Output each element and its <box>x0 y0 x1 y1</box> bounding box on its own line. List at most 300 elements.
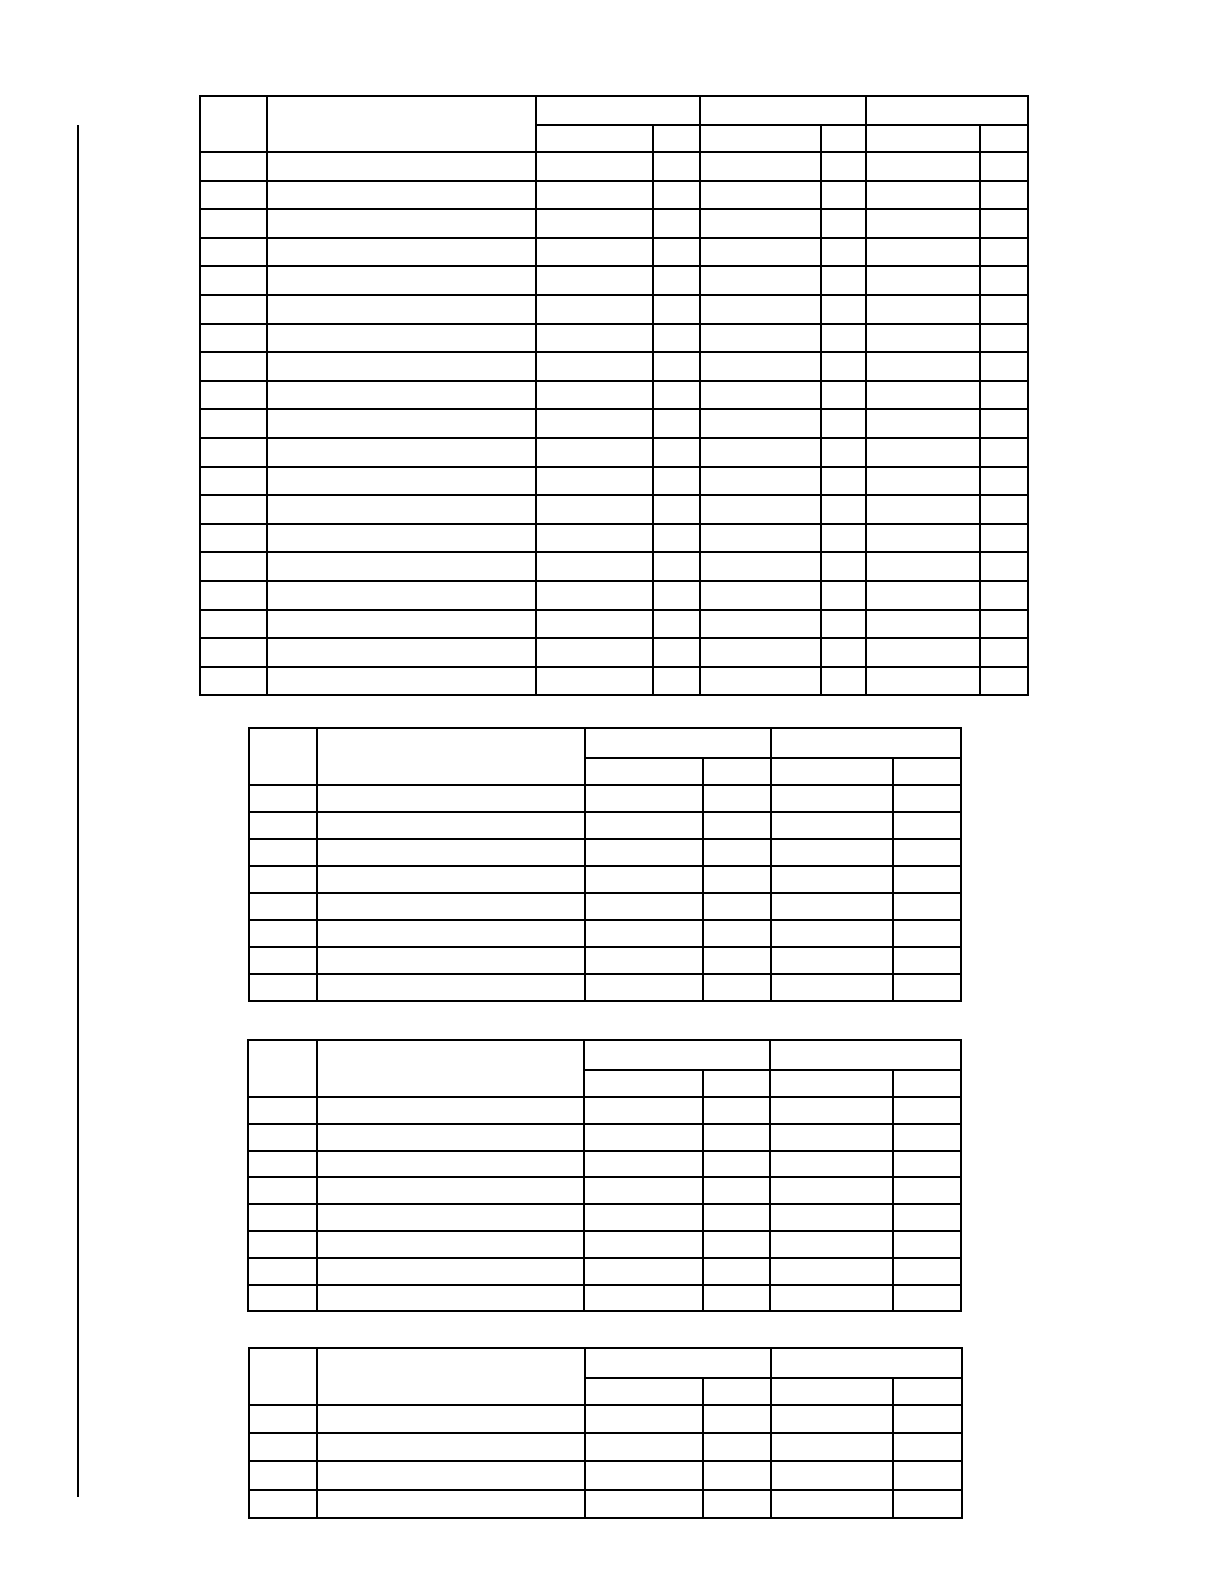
row-number-cell[interactable] <box>248 1177 317 1204</box>
row-amount-cell[interactable] <box>700 324 821 353</box>
row-number-cell[interactable] <box>200 524 267 553</box>
row-number-cell[interactable] <box>248 1124 317 1151</box>
row-unit-cell[interactable] <box>653 495 700 524</box>
row-amount-cell[interactable] <box>585 1405 703 1433</box>
subheader-unit-cell[interactable] <box>821 125 866 152</box>
subheader-unit-cell[interactable] <box>703 1070 770 1097</box>
row-number-cell[interactable] <box>200 295 267 324</box>
row-unit-cell[interactable] <box>821 381 866 410</box>
row-amount-cell[interactable] <box>771 1433 893 1461</box>
row-unit-cell[interactable] <box>980 638 1028 667</box>
row-description-cell[interactable] <box>267 581 536 610</box>
subheader-amount-cell[interactable] <box>771 1378 893 1405</box>
row-unit-cell[interactable] <box>653 381 700 410</box>
row-number-cell[interactable] <box>200 181 267 210</box>
row-amount-cell[interactable] <box>771 893 893 920</box>
row-amount-cell[interactable] <box>866 467 980 496</box>
row-amount-cell[interactable] <box>585 1461 703 1489</box>
row-number-cell[interactable] <box>200 495 267 524</box>
row-unit-cell[interactable] <box>653 467 700 496</box>
row-number-cell[interactable] <box>249 974 317 1001</box>
row-description-cell[interactable] <box>317 1097 584 1124</box>
row-unit-cell[interactable] <box>703 893 771 920</box>
row-unit-cell[interactable] <box>703 866 771 893</box>
row-unit-cell[interactable] <box>821 266 866 295</box>
subheader-unit-cell[interactable] <box>893 758 961 785</box>
row-amount-cell[interactable] <box>866 552 980 581</box>
row-unit-cell[interactable] <box>821 495 866 524</box>
row-description-cell[interactable] <box>317 839 585 866</box>
row-amount-cell[interactable] <box>585 893 703 920</box>
row-amount-cell[interactable] <box>866 524 980 553</box>
row-amount-cell[interactable] <box>866 152 980 181</box>
row-unit-cell[interactable] <box>980 552 1028 581</box>
row-unit-cell[interactable] <box>703 1461 771 1489</box>
row-amount-cell[interactable] <box>584 1285 703 1312</box>
row-amount-cell[interactable] <box>866 381 980 410</box>
subheader-amount-cell[interactable] <box>770 1070 893 1097</box>
row-number-cell[interactable] <box>200 610 267 639</box>
row-amount-cell[interactable] <box>536 238 653 267</box>
row-unit-cell[interactable] <box>893 1204 961 1231</box>
row-unit-cell[interactable] <box>703 920 771 947</box>
row-description-cell[interactable] <box>317 1177 584 1204</box>
row-unit-cell[interactable] <box>980 295 1028 324</box>
row-amount-cell[interactable] <box>585 812 703 839</box>
subheader-unit-cell[interactable] <box>893 1378 962 1405</box>
row-unit-cell[interactable] <box>980 266 1028 295</box>
row-description-cell[interactable] <box>267 610 536 639</box>
row-amount-cell[interactable] <box>536 352 653 381</box>
row-amount-cell[interactable] <box>771 785 893 812</box>
row-unit-cell[interactable] <box>653 667 700 696</box>
header-group-cell[interactable] <box>584 1040 770 1070</box>
subheader-amount-cell[interactable] <box>585 758 703 785</box>
row-unit-cell[interactable] <box>893 1433 962 1461</box>
row-description-cell[interactable] <box>267 552 536 581</box>
row-unit-cell[interactable] <box>703 974 771 1001</box>
header-group-cell[interactable] <box>585 1348 771 1378</box>
row-unit-cell[interactable] <box>703 1231 770 1258</box>
row-number-cell[interactable] <box>248 1204 317 1231</box>
row-amount-cell[interactable] <box>866 581 980 610</box>
row-amount-cell[interactable] <box>536 638 653 667</box>
row-amount-cell[interactable] <box>536 610 653 639</box>
row-description-cell[interactable] <box>317 1124 584 1151</box>
row-amount-cell[interactable] <box>771 1490 893 1518</box>
row-amount-cell[interactable] <box>585 974 703 1001</box>
row-description-cell[interactable] <box>267 181 536 210</box>
row-number-cell[interactable] <box>200 438 267 467</box>
header-description-cell[interactable] <box>317 728 585 785</box>
row-amount-cell[interactable] <box>770 1285 893 1312</box>
row-amount-cell[interactable] <box>866 409 980 438</box>
row-description-cell[interactable] <box>317 1258 584 1285</box>
row-amount-cell[interactable] <box>585 785 703 812</box>
row-unit-cell[interactable] <box>821 409 866 438</box>
row-description-cell[interactable] <box>317 1433 585 1461</box>
header-group-cell[interactable] <box>771 1348 962 1378</box>
row-amount-cell[interactable] <box>584 1258 703 1285</box>
row-description-cell[interactable] <box>317 1490 585 1518</box>
row-amount-cell[interactable] <box>771 1405 893 1433</box>
row-amount-cell[interactable] <box>700 409 821 438</box>
row-unit-cell[interactable] <box>703 1433 771 1461</box>
subheader-amount-cell[interactable] <box>536 125 653 152</box>
header-description-cell[interactable] <box>317 1040 584 1097</box>
row-unit-cell[interactable] <box>703 839 771 866</box>
row-unit-cell[interactable] <box>821 552 866 581</box>
row-description-cell[interactable] <box>267 524 536 553</box>
row-amount-cell[interactable] <box>866 209 980 238</box>
subheader-amount-cell[interactable] <box>584 1070 703 1097</box>
row-number-cell[interactable] <box>248 1231 317 1258</box>
row-unit-cell[interactable] <box>821 667 866 696</box>
row-description-cell[interactable] <box>267 381 536 410</box>
row-unit-cell[interactable] <box>653 352 700 381</box>
row-number-cell[interactable] <box>200 324 267 353</box>
row-amount-cell[interactable] <box>700 295 821 324</box>
row-unit-cell[interactable] <box>893 1124 961 1151</box>
row-unit-cell[interactable] <box>821 324 866 353</box>
row-description-cell[interactable] <box>267 667 536 696</box>
row-amount-cell[interactable] <box>700 524 821 553</box>
header-group-cell[interactable] <box>585 728 771 758</box>
subheader-unit-cell[interactable] <box>703 758 771 785</box>
row-amount-cell[interactable] <box>536 438 653 467</box>
row-unit-cell[interactable] <box>653 209 700 238</box>
row-unit-cell[interactable] <box>821 467 866 496</box>
row-number-cell[interactable] <box>249 812 317 839</box>
row-amount-cell[interactable] <box>584 1097 703 1124</box>
row-number-cell[interactable] <box>249 1461 317 1489</box>
row-description-cell[interactable] <box>317 1204 584 1231</box>
row-description-cell[interactable] <box>317 947 585 974</box>
row-amount-cell[interactable] <box>700 381 821 410</box>
row-description-cell[interactable] <box>317 920 585 947</box>
row-amount-cell[interactable] <box>700 352 821 381</box>
row-unit-cell[interactable] <box>893 839 961 866</box>
row-amount-cell[interactable] <box>866 238 980 267</box>
row-number-cell[interactable] <box>200 409 267 438</box>
row-number-cell[interactable] <box>249 785 317 812</box>
row-unit-cell[interactable] <box>980 409 1028 438</box>
row-number-cell[interactable] <box>249 1490 317 1518</box>
row-description-cell[interactable] <box>267 238 536 267</box>
row-amount-cell[interactable] <box>584 1204 703 1231</box>
row-number-cell[interactable] <box>200 552 267 581</box>
row-unit-cell[interactable] <box>893 1258 961 1285</box>
row-number-cell[interactable] <box>200 581 267 610</box>
row-unit-cell[interactable] <box>653 610 700 639</box>
row-amount-cell[interactable] <box>536 181 653 210</box>
row-amount-cell[interactable] <box>700 495 821 524</box>
row-number-cell[interactable] <box>200 209 267 238</box>
row-unit-cell[interactable] <box>980 209 1028 238</box>
row-number-cell[interactable] <box>249 1433 317 1461</box>
row-unit-cell[interactable] <box>703 1285 770 1312</box>
row-unit-cell[interactable] <box>980 610 1028 639</box>
row-unit-cell[interactable] <box>893 893 961 920</box>
row-unit-cell[interactable] <box>980 495 1028 524</box>
row-amount-cell[interactable] <box>700 467 821 496</box>
row-unit-cell[interactable] <box>980 438 1028 467</box>
row-unit-cell[interactable] <box>893 1490 962 1518</box>
row-unit-cell[interactable] <box>653 295 700 324</box>
row-amount-cell[interactable] <box>770 1204 893 1231</box>
row-amount-cell[interactable] <box>700 438 821 467</box>
row-amount-cell[interactable] <box>700 209 821 238</box>
row-unit-cell[interactable] <box>703 1124 770 1151</box>
row-unit-cell[interactable] <box>893 812 961 839</box>
row-amount-cell[interactable] <box>866 324 980 353</box>
row-amount-cell[interactable] <box>584 1231 703 1258</box>
row-amount-cell[interactable] <box>700 152 821 181</box>
row-amount-cell[interactable] <box>536 581 653 610</box>
row-unit-cell[interactable] <box>703 1097 770 1124</box>
row-number-cell[interactable] <box>200 266 267 295</box>
row-amount-cell[interactable] <box>585 947 703 974</box>
row-description-cell[interactable] <box>267 324 536 353</box>
row-amount-cell[interactable] <box>700 266 821 295</box>
row-unit-cell[interactable] <box>703 785 771 812</box>
row-amount-cell[interactable] <box>770 1151 893 1178</box>
row-number-cell[interactable] <box>200 467 267 496</box>
row-number-cell[interactable] <box>248 1258 317 1285</box>
row-unit-cell[interactable] <box>893 947 961 974</box>
row-amount-cell[interactable] <box>536 152 653 181</box>
row-amount-cell[interactable] <box>700 181 821 210</box>
row-unit-cell[interactable] <box>893 1151 961 1178</box>
row-amount-cell[interactable] <box>770 1097 893 1124</box>
row-amount-cell[interactable] <box>866 352 980 381</box>
row-unit-cell[interactable] <box>821 638 866 667</box>
row-description-cell[interactable] <box>317 1231 584 1258</box>
row-unit-cell[interactable] <box>980 181 1028 210</box>
row-description-cell[interactable] <box>267 438 536 467</box>
row-unit-cell[interactable] <box>653 581 700 610</box>
row-unit-cell[interactable] <box>893 920 961 947</box>
row-description-cell[interactable] <box>317 866 585 893</box>
row-number-cell[interactable] <box>248 1097 317 1124</box>
row-amount-cell[interactable] <box>585 839 703 866</box>
row-amount-cell[interactable] <box>770 1177 893 1204</box>
subheader-amount-cell[interactable] <box>866 125 980 152</box>
header-number-cell[interactable] <box>200 96 267 152</box>
row-amount-cell[interactable] <box>770 1231 893 1258</box>
row-unit-cell[interactable] <box>703 947 771 974</box>
row-unit-cell[interactable] <box>703 1258 770 1285</box>
header-description-cell[interactable] <box>267 96 536 152</box>
row-unit-cell[interactable] <box>703 1151 770 1178</box>
row-amount-cell[interactable] <box>536 467 653 496</box>
row-description-cell[interactable] <box>317 1461 585 1489</box>
row-unit-cell[interactable] <box>653 266 700 295</box>
row-unit-cell[interactable] <box>821 524 866 553</box>
row-amount-cell[interactable] <box>536 524 653 553</box>
row-unit-cell[interactable] <box>980 152 1028 181</box>
row-unit-cell[interactable] <box>821 209 866 238</box>
header-group-cell[interactable] <box>771 728 961 758</box>
row-amount-cell[interactable] <box>584 1151 703 1178</box>
row-unit-cell[interactable] <box>653 552 700 581</box>
row-unit-cell[interactable] <box>893 1405 962 1433</box>
row-amount-cell[interactable] <box>771 920 893 947</box>
row-amount-cell[interactable] <box>700 610 821 639</box>
row-amount-cell[interactable] <box>536 552 653 581</box>
row-description-cell[interactable] <box>317 785 585 812</box>
row-unit-cell[interactable] <box>703 1177 770 1204</box>
row-unit-cell[interactable] <box>653 524 700 553</box>
row-amount-cell[interactable] <box>700 667 821 696</box>
row-number-cell[interactable] <box>249 893 317 920</box>
row-number-cell[interactable] <box>249 839 317 866</box>
row-amount-cell[interactable] <box>866 181 980 210</box>
row-description-cell[interactable] <box>317 1151 584 1178</box>
row-description-cell[interactable] <box>267 266 536 295</box>
row-unit-cell[interactable] <box>980 352 1028 381</box>
row-unit-cell[interactable] <box>821 152 866 181</box>
row-unit-cell[interactable] <box>980 467 1028 496</box>
row-unit-cell[interactable] <box>703 812 771 839</box>
row-amount-cell[interactable] <box>771 1461 893 1489</box>
row-amount-cell[interactable] <box>536 324 653 353</box>
row-amount-cell[interactable] <box>584 1177 703 1204</box>
row-unit-cell[interactable] <box>893 1461 962 1489</box>
row-unit-cell[interactable] <box>980 381 1028 410</box>
row-unit-cell[interactable] <box>653 238 700 267</box>
row-number-cell[interactable] <box>248 1151 317 1178</box>
row-number-cell[interactable] <box>200 352 267 381</box>
row-unit-cell[interactable] <box>893 1097 961 1124</box>
subheader-unit-cell[interactable] <box>893 1070 961 1097</box>
row-unit-cell[interactable] <box>653 438 700 467</box>
row-unit-cell[interactable] <box>893 785 961 812</box>
subheader-amount-cell[interactable] <box>700 125 821 152</box>
row-amount-cell[interactable] <box>771 974 893 1001</box>
row-amount-cell[interactable] <box>866 266 980 295</box>
row-unit-cell[interactable] <box>893 1285 961 1312</box>
row-unit-cell[interactable] <box>703 1405 771 1433</box>
row-unit-cell[interactable] <box>821 238 866 267</box>
row-amount-cell[interactable] <box>536 381 653 410</box>
row-unit-cell[interactable] <box>703 1204 770 1231</box>
row-unit-cell[interactable] <box>653 324 700 353</box>
row-number-cell[interactable] <box>249 1405 317 1433</box>
row-description-cell[interactable] <box>317 893 585 920</box>
row-unit-cell[interactable] <box>821 352 866 381</box>
row-unit-cell[interactable] <box>821 295 866 324</box>
row-number-cell[interactable] <box>200 667 267 696</box>
row-unit-cell[interactable] <box>893 1177 961 1204</box>
row-amount-cell[interactable] <box>866 438 980 467</box>
row-description-cell[interactable] <box>267 295 536 324</box>
header-number-cell[interactable] <box>248 1040 317 1097</box>
header-description-cell[interactable] <box>317 1348 585 1405</box>
row-description-cell[interactable] <box>317 1285 584 1312</box>
row-amount-cell[interactable] <box>866 667 980 696</box>
row-amount-cell[interactable] <box>700 638 821 667</box>
row-amount-cell[interactable] <box>536 209 653 238</box>
row-number-cell[interactable] <box>249 866 317 893</box>
row-description-cell[interactable] <box>267 495 536 524</box>
row-description-cell[interactable] <box>317 812 585 839</box>
header-group-cell[interactable] <box>700 96 866 125</box>
row-unit-cell[interactable] <box>893 866 961 893</box>
row-amount-cell[interactable] <box>866 610 980 639</box>
row-amount-cell[interactable] <box>771 839 893 866</box>
row-number-cell[interactable] <box>248 1285 317 1312</box>
header-number-cell[interactable] <box>249 1348 317 1405</box>
row-unit-cell[interactable] <box>821 181 866 210</box>
subheader-unit-cell[interactable] <box>980 125 1028 152</box>
row-number-cell[interactable] <box>200 238 267 267</box>
row-unit-cell[interactable] <box>893 974 961 1001</box>
row-description-cell[interactable] <box>267 409 536 438</box>
row-amount-cell[interactable] <box>700 581 821 610</box>
row-amount-cell[interactable] <box>585 1490 703 1518</box>
row-amount-cell[interactable] <box>584 1124 703 1151</box>
row-amount-cell[interactable] <box>771 947 893 974</box>
row-unit-cell[interactable] <box>821 438 866 467</box>
subheader-amount-cell[interactable] <box>585 1378 703 1405</box>
row-unit-cell[interactable] <box>653 638 700 667</box>
row-unit-cell[interactable] <box>980 324 1028 353</box>
row-amount-cell[interactable] <box>770 1124 893 1151</box>
row-unit-cell[interactable] <box>980 581 1028 610</box>
row-unit-cell[interactable] <box>980 524 1028 553</box>
row-description-cell[interactable] <box>267 152 536 181</box>
row-amount-cell[interactable] <box>771 812 893 839</box>
row-amount-cell[interactable] <box>536 495 653 524</box>
row-amount-cell[interactable] <box>770 1258 893 1285</box>
row-amount-cell[interactable] <box>536 409 653 438</box>
row-amount-cell[interactable] <box>536 266 653 295</box>
row-number-cell[interactable] <box>249 920 317 947</box>
row-description-cell[interactable] <box>267 209 536 238</box>
header-group-cell[interactable] <box>866 96 1028 125</box>
subheader-amount-cell[interactable] <box>771 758 893 785</box>
row-unit-cell[interactable] <box>653 181 700 210</box>
row-unit-cell[interactable] <box>821 581 866 610</box>
row-amount-cell[interactable] <box>866 295 980 324</box>
row-amount-cell[interactable] <box>700 552 821 581</box>
row-number-cell[interactable] <box>249 947 317 974</box>
row-number-cell[interactable] <box>200 381 267 410</box>
row-amount-cell[interactable] <box>536 295 653 324</box>
row-unit-cell[interactable] <box>653 409 700 438</box>
row-description-cell[interactable] <box>267 352 536 381</box>
row-description-cell[interactable] <box>267 638 536 667</box>
header-group-cell[interactable] <box>536 96 700 125</box>
row-unit-cell[interactable] <box>821 610 866 639</box>
row-amount-cell[interactable] <box>866 638 980 667</box>
subheader-unit-cell[interactable] <box>703 1378 771 1405</box>
row-description-cell[interactable] <box>267 467 536 496</box>
subheader-unit-cell[interactable] <box>653 125 700 152</box>
row-amount-cell[interactable] <box>585 920 703 947</box>
row-amount-cell[interactable] <box>700 238 821 267</box>
header-group-cell[interactable] <box>770 1040 961 1070</box>
row-unit-cell[interactable] <box>703 1490 771 1518</box>
row-description-cell[interactable] <box>317 974 585 1001</box>
row-amount-cell[interactable] <box>536 667 653 696</box>
row-amount-cell[interactable] <box>771 866 893 893</box>
row-amount-cell[interactable] <box>866 495 980 524</box>
row-amount-cell[interactable] <box>585 1433 703 1461</box>
header-number-cell[interactable] <box>249 728 317 785</box>
row-unit-cell[interactable] <box>980 667 1028 696</box>
